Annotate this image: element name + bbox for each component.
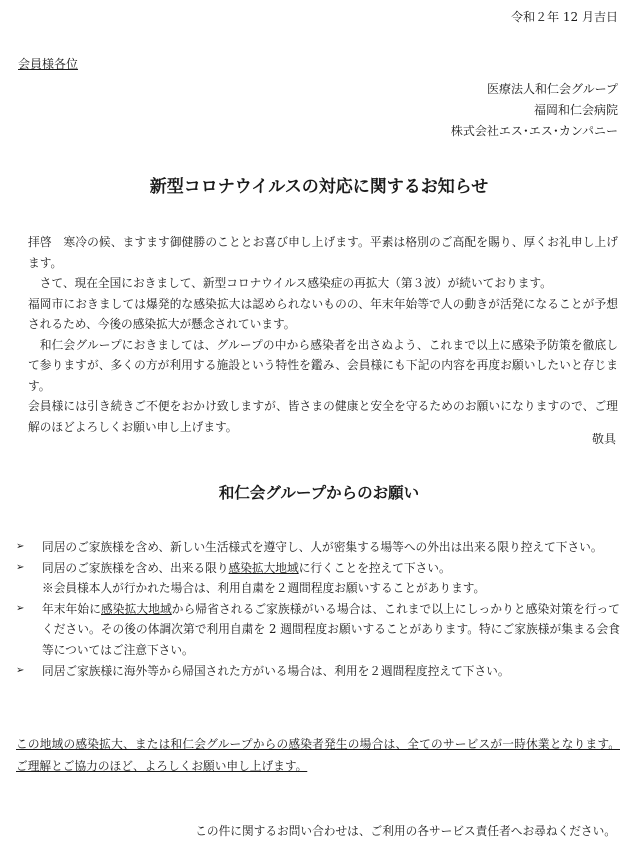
list-item-note bbox=[16, 578, 620, 599]
arrow-bullet-icon: ➢ bbox=[16, 664, 25, 676]
document-date: 令和２年 12 月吉日 bbox=[511, 10, 618, 24]
infection-area-term: 感染拡大地域 bbox=[228, 560, 299, 575]
list-item bbox=[16, 537, 620, 558]
suspension-notice: この地域の感染拡大、または和仁会グループからの感染者発生の場合は、全てのサービスが一時休業となります。ご理解とご協力のほど、よろしくお願い申し上げます。 bbox=[16, 737, 620, 773]
addressee: 会員様各位 bbox=[18, 57, 79, 71]
group-paragraph: 和仁会グループにおきましては、グループの中から感染者を出さぬよう、これまで以上に感染予防策を徹底して参りますが、多くの方が利用する施設という特性を鑑み、会員様にも下記の内容を再度お願いしたいと存じます。 bbox=[28, 337, 618, 393]
sender-hospital: 福岡和仁会病院 bbox=[533, 103, 618, 117]
list-item bbox=[16, 661, 620, 682]
fukuoka-paragraph: 福岡市におきましては爆発的な感染拡大は認められないものの、年末年始等で人の動きが活発になることが予想されるため、今後の感染拡大が懸念されています。 bbox=[28, 296, 618, 331]
closing-keigu: 敬具 bbox=[591, 432, 616, 446]
request-text-pre: 年末年始に bbox=[42, 601, 101, 616]
greeting-paragraph: 拝啓 寒冷の候、ますます御健勝のこととお喜び申し上げます。平素は格別のご高配を賜り、厚くお礼申し上げます。 bbox=[28, 235, 618, 270]
request-note: ※会員様本人が行かれた場合は、利用自粛を２週間程度お願いすることがあります。 bbox=[42, 581, 486, 596]
sender-company: 株式会社エス･エス･カンパニー bbox=[450, 124, 618, 138]
request-text: 同居ご家族様に海外等から帰国された方がいる場合は、利用を２週間程度控えて下さい。 bbox=[42, 663, 510, 678]
situation-paragraph: さて、現在全国におきまして、新型コロナウイルス感染症の再拡大（第３波）が続いております。 bbox=[28, 276, 552, 290]
contact-line: この件に関するお問い合わせは、ご利用の各サービス責任者へお尋ねください。 bbox=[195, 824, 616, 838]
request-text-pre: 同居のご家族様を含め、出来る限り bbox=[42, 560, 229, 575]
apology-paragraph: 会員様には引き続きご不便をおかけ致しますが、皆さまの健康と安全を守るためのお願いになりますので、ご理解のほどよろしくお願い申し上げます。 bbox=[28, 399, 618, 434]
arrow-bullet-icon: ➢ bbox=[16, 561, 25, 573]
arrow-bullet-icon: ➢ bbox=[16, 541, 25, 552]
arrow-bullet-icon: ➢ bbox=[16, 602, 25, 614]
request-list bbox=[16, 537, 620, 681]
request-text-post: から帰省されるご家族様がいる場合は、これまで以上にしっかりと感染対策を行ってください。その後の体調次第で利用自粛を 2 週間程度お願いすることがあります。特にご家族様が集まる会食等についてはご注意下さい。 bbox=[42, 601, 620, 657]
letter-body bbox=[28, 232, 618, 437]
section-title: 和仁会グループからのお願い bbox=[218, 484, 420, 502]
infection-area-term: 感染拡大地域 bbox=[101, 601, 172, 616]
list-item bbox=[16, 558, 620, 579]
document-title: 新型コロナウイルスの対応に関するお知らせ bbox=[149, 177, 489, 197]
sender-group: 医療法人和仁会グループ bbox=[486, 82, 618, 96]
request-text: 同居のご家族様を含め、新しい生活様式を遵守し、人が密集する場等への外出は出来る限り控えて下さい。 bbox=[42, 540, 603, 554]
list-item bbox=[16, 599, 620, 661]
request-text-post: に行くことを控えて下さい。 bbox=[298, 560, 451, 575]
